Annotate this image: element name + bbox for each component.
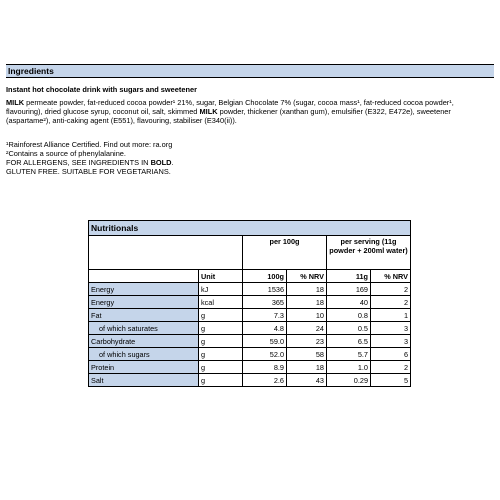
value-per-100g: 1536: [243, 283, 287, 296]
nutrient-name: Energy: [89, 296, 199, 309]
nrv-per-100g: 43: [287, 374, 327, 387]
nrv-per-serving: 3: [371, 322, 411, 335]
ingredient-text: powder, thickener (xanthan gum), emulsifier (E322, E472e), sweetener (aspartame²), anti-caking agent (E551), flavouring, stabiliser (E340(ii)).: [6, 107, 451, 125]
group-per-serving: per serving (11g powder + 200ml water): [327, 236, 411, 270]
footnote-rainforest: ¹Rainforest Alliance Certified. Find out more: ra.org: [6, 140, 173, 149]
nrv-per-100g: 18: [287, 296, 327, 309]
nrv-per-100g: 10: [287, 309, 327, 322]
nrv-per-100g: 23: [287, 335, 327, 348]
product-description: Instant hot chocolate drink with sugars and sweetener: [6, 85, 197, 94]
nutrition-row: [89, 348, 411, 361]
value-per-100g: 7.3: [243, 309, 287, 322]
value-per-100g: 4.8: [243, 322, 287, 335]
nrv-per-serving: 3: [371, 335, 411, 348]
nutrient-name: Protein: [89, 361, 199, 374]
nutrient-unit: g: [199, 335, 243, 348]
ingredient-text: permeate powder, fat-reduced cocoa powder¹ 21%, sugar, Belgian Chocolate 7% (sugar, cocoa mass¹, fat-reduced cocoa powder¹, flavouring), dried glucose syrup, coconut oil, salt, skimmed: [6, 98, 454, 116]
nutrition-row: [89, 283, 411, 296]
nutrient-name: Salt: [89, 374, 199, 387]
nutrition-row: [89, 374, 411, 387]
nrv-per-100g: 18: [287, 283, 327, 296]
value-per-serving: 40: [327, 296, 371, 309]
nrv-per-100g: 24: [287, 322, 327, 335]
nutrition-row: [89, 322, 411, 335]
nrv-per-serving: 1: [371, 309, 411, 322]
nutrition-row: [89, 309, 411, 322]
nutrition-group-row: [89, 236, 411, 270]
nutrient-unit: g: [199, 361, 243, 374]
ingredients-header: Ingredients: [6, 64, 494, 78]
nutrition-title-row: [89, 221, 411, 236]
nrv-per-serving: 5: [371, 374, 411, 387]
nrv-per-serving: 2: [371, 283, 411, 296]
nutrition-row: [89, 296, 411, 309]
value-per-100g: 52.0: [243, 348, 287, 361]
allergen-suffix: .: [171, 158, 174, 167]
value-per-serving: 169: [327, 283, 371, 296]
value-per-serving: 0.8: [327, 309, 371, 322]
header-blank-cell: [89, 270, 199, 283]
nrv-per-serving: 2: [371, 361, 411, 374]
nutrient-unit: g: [199, 309, 243, 322]
nutrient-unit: g: [199, 374, 243, 387]
value-per-serving: 0.29: [327, 374, 371, 387]
nutrient-unit: g: [199, 348, 243, 361]
nutrient-name: of which saturates: [89, 322, 199, 335]
nrv-per-100g: 18: [287, 361, 327, 374]
header-nrv-serving: % NRV: [371, 270, 411, 283]
nutrition-column-header-row: [89, 270, 411, 283]
value-per-100g: 365: [243, 296, 287, 309]
nutrient-name: of which sugars: [89, 348, 199, 361]
nrv-per-serving: 6: [371, 348, 411, 361]
ingredients-list: [6, 98, 492, 125]
nutrition-table: [88, 220, 411, 387]
allergen-highlight: MILK: [6, 98, 25, 107]
value-per-serving: 1.0: [327, 361, 371, 374]
nutrient-name: Energy: [89, 283, 199, 296]
header-11g: 11g: [327, 270, 371, 283]
value-per-serving: 5.7: [327, 348, 371, 361]
allergen-bold-word: BOLD: [150, 158, 172, 167]
value-per-serving: 6.5: [327, 335, 371, 348]
nutrition-row: [89, 361, 411, 374]
value-per-serving: 0.5: [327, 322, 371, 335]
value-per-100g: 59.0: [243, 335, 287, 348]
value-per-100g: 2.6: [243, 374, 287, 387]
allergen-highlight: MILK: [199, 107, 218, 116]
nutrient-name: Carbohydrate: [89, 335, 199, 348]
header-nrv-100g: % NRV: [287, 270, 327, 283]
nutrition-title: Nutritionals: [89, 221, 411, 236]
nutrition-row: [89, 335, 411, 348]
group-empty-cell: [89, 236, 243, 270]
footnote-phenylalanine: ²Contains a source of phenylalanine.: [6, 149, 126, 158]
nutrient-name: Fat: [89, 309, 199, 322]
nutrient-unit: kJ: [199, 283, 243, 296]
dietary-notice: GLUTEN FREE. SUITABLE FOR VEGETARIANS.: [6, 167, 171, 176]
group-per-100g: per 100g: [243, 236, 327, 270]
nrv-per-serving: 2: [371, 296, 411, 309]
header-unit: Unit: [199, 270, 243, 283]
value-per-100g: 8.9: [243, 361, 287, 374]
nrv-per-100g: 58: [287, 348, 327, 361]
allergen-notice: [6, 158, 492, 167]
header-100g: 100g: [243, 270, 287, 283]
allergen-prefix: FOR ALLERGENS, SEE INGREDIENTS IN: [6, 158, 151, 167]
nutrient-unit: g: [199, 322, 243, 335]
nutrient-unit: kcal: [199, 296, 243, 309]
